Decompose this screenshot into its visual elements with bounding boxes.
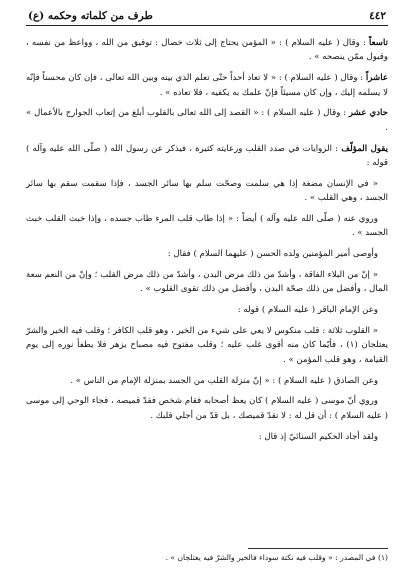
page-header bbox=[26, 6, 388, 24]
header-rule bbox=[26, 25, 388, 26]
paragraph: وعن الصادق ( عليه السلام ) : « إنّ منزلة القلب من الجسد بمنزلة الإمام من الناس » . bbox=[70, 375, 378, 386]
paragraph: وروي أنّ موسى ( عليه السلام ) كان يعظ أصحابه فقام شخص فقدّ قميصه ، فجاء الوحي إلى موسى ( عليه السلام ) : أن قل له : لا تقدّ قميصك ، بل قدّ من أجلي قلبك . bbox=[26, 396, 388, 421]
paragraph: وعن الإمام الباقر ( عليه السلام ) قوله : bbox=[237, 305, 378, 316]
running-title: طرف من كلماته وحكمه (ع) bbox=[28, 10, 153, 22]
paragraph: ولقد أجاد الحكيم السنائيّ إذ قال : bbox=[258, 431, 378, 442]
paragraph: تاسعاً : وقال ( عليه السلام ) : « المؤمن يحتاج إلى ثلاث خصال : توفيق من الله ، وواعظ من نفسه ، وقبول ممّن ينصحه » . bbox=[26, 38, 388, 63]
paragraph: عاشراً : وقال ( عليه السلام ) : « لا تعاد أحداً حتّى تعلم الذي بينه وبين الله تعالى ، فإن كان محسناً فإنّه لا يسلمه إليك ، وإن كان مسيئاً فإنّ علمك به يكفيه ، فلا تعاده » . bbox=[26, 73, 388, 98]
paragraph: حادي عشر : وقال ( عليه السلام ) : « القصد إلى الله تعالى بالقلوب أبلغ من إتعاب الجوارح بالأعمال » . bbox=[26, 108, 388, 133]
footnote-rule bbox=[248, 548, 388, 549]
paragraph: وروي عنه ( صلّى الله عليه وآله ) أيضاً : « إذا طاب قلب المرء طاب جسده ، وإذا خبث القلب خبث الجسد » . bbox=[26, 214, 388, 239]
paragraph: يقول المؤلّف : الروايات في صدد القلب ورعايته كثيرة ، فيذكر عن رسول الله ( صلّى الله عليه وآله ) قوله : bbox=[26, 143, 389, 169]
paragraph: وأوصى أمير المؤمنين ولده الحسن ( عليهما السلام ) فقال : bbox=[167, 249, 378, 260]
paragraph: « في الإنسان مضغة إذا هي سلمت وصحّت سلم بها سائر الجسد ، فإذا سقمت سقم بها سائر الجسد ، وهي القلب » . bbox=[26, 178, 388, 204]
paragraph: « إنّ من البلاء الفاقة ، وأشدّ من ذلك مرض البدن ، وأشدّ من ذلك مرض القلب ؛ وإنّ من النعم سعة المال ، وأفضل من ذلك صحّة البدن ، وأفضل من ذلك تقوى القلوب » . bbox=[26, 270, 388, 295]
page-number: ٤٤٢ bbox=[369, 10, 386, 22]
body-text bbox=[26, 36, 388, 444]
footnote: (١) في المصدر : « وقلب فيه نكتة سوداء فالخير والشرّ فيه يعتلجان » . bbox=[165, 553, 388, 562]
paragraph: « القلوب ثلاثة : قلب منكوس لا يعي على شيء من الخير ، وهو قلب الكافر ؛ وقلب فيه الخير والشرّ يعتلجان (١) ، فأيّما كان منه أقوى غلب عليه ؛ وقلب مفتوح فيه مصباح يزهر فلا يطفأ نوره إلى يوم القيامة ، وهو قلب المؤمن » . bbox=[26, 326, 388, 365]
